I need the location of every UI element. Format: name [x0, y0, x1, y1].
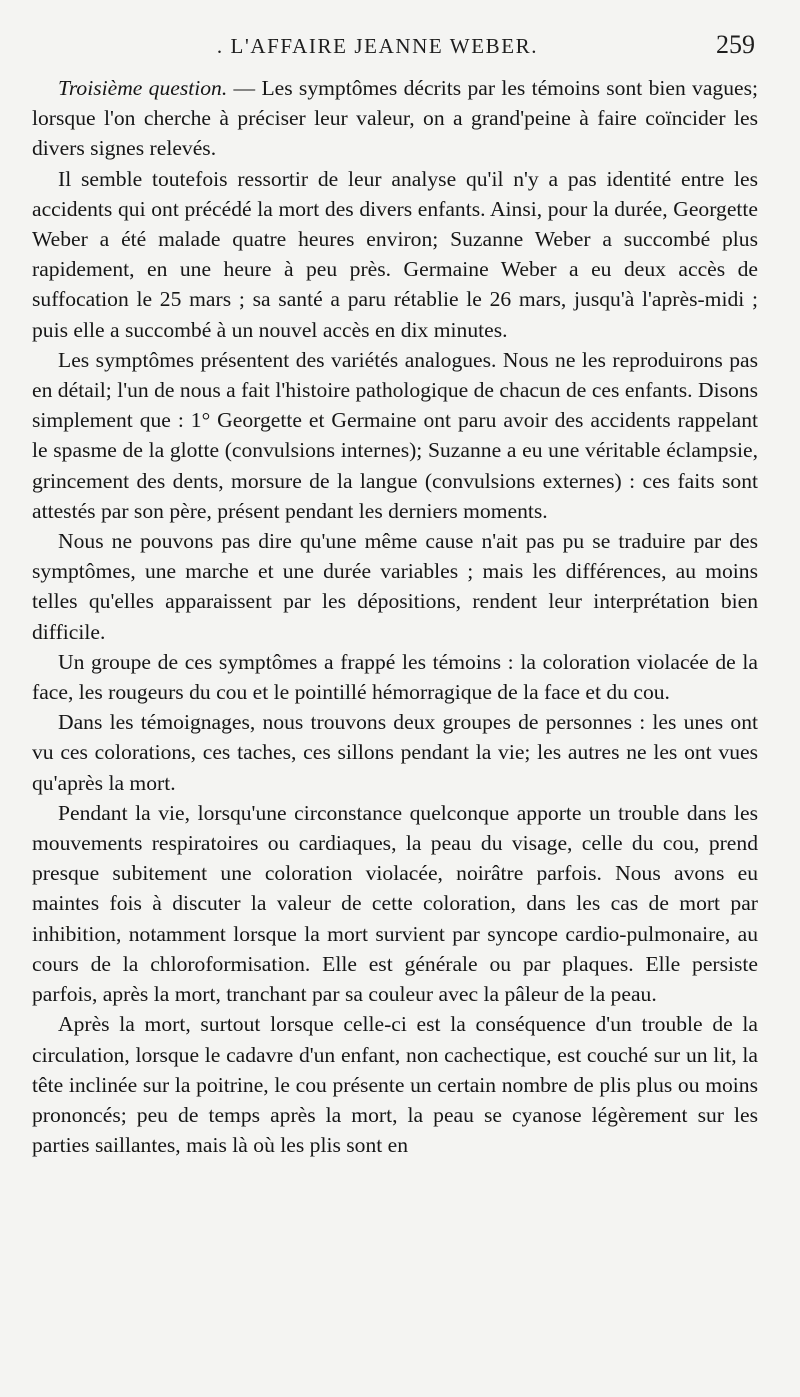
running-head: [40, 30, 755, 64]
paragraph-1-text: — Les symptômes décrits par les témoins sont bien vagues; lorsque l'on cherche à préciser leur valeur, on a grand'peine à faire coïncider les divers signes relevés.: [32, 76, 759, 161]
paragraph-3: Les symptômes présentent des variétés analogues. Nous ne les reproduirons pas en détail; l'un de nous a fait l'histoire pathologique de chacun de ces enfants. Disons simplement que : 1° Georgette et Germaine ont paru avoir des accidents rappelant le spasme de la glotte (convulsions internes); Suzanne a eu une véritable éclampsie, grincement des dents, morsure de la langue (convulsions externes) : ces faits sont attestés par son père, présent pendant les derniers moments.: [32, 347, 758, 523]
question-heading: Troisième question.: [58, 76, 228, 100]
paragraph-2: Il semble toutefois ressortir de leur analyse qu'il n'y a pas identité entre les accidents qui ont précédé la mort des divers enfants. Ainsi, pour la durée, Georgette Weber a été malade quatre heures environ; Suzanne Weber a succombé plus rapidement, en une heure à peu près. Germaine Weber a eu deux accès de suffocation le 25 mars ; sa santé a paru rétablie le 26 mars, jusqu'à l'après-midi ; puis elle a succombé à un nouvel accès en dix minutes.: [32, 166, 758, 342]
paragraph-1: [32, 73, 758, 164]
running-title: . L'AFFAIRE JEANNE WEBER.: [216, 34, 539, 58]
paragraph-5: Un groupe de ces symptômes a frappé les témoins : la coloration violacée de la face, les rougeurs du cou et le pointillé hémorragique de la face et du cou.: [32, 649, 758, 705]
paragraph-4: Nous ne pouvons pas dire qu'une même cause n'ait pas pu se traduire par des symptômes, une marche et une durée variables ; mais les différences, au moins telles qu'elles apparaissent par les dépositions, rendent leur interprétation bien difficile.: [32, 529, 758, 644]
paragraph-6: Dans les témoignages, nous trouvons deux groupes de personnes : les unes ont vu ces colorations, ces taches, ces sillons pendant la vie; les autres ne les ont vues qu'après la mort.: [32, 710, 758, 795]
paragraph-8: Après la mort, surtout lorsque celle-ci est la conséquence d'un trouble de la circulation, lorsque le cadavre d'un enfant, non cachectique, est couché sur un lit, la tête inclinée sur la poitrine, le cou présente un certain nombre de plis plus ou moins prononcés; peu de temps après la mort, la peau se cyanose légèrement sur les parties saillantes, mais là où les plis sont en: [32, 1012, 758, 1158]
body-text: [32, 73, 758, 1160]
paragraph-7: Pendant la vie, lorsqu'une circonstance quelconque apporte un trouble dans les mouvements respiratoires ou cardiaques, la peau du visage, celle du cou, prend presque subitement une coloration violacée, noirâtre parfois. Nous avons eu maintes fois à discuter la valeur de cette coloration, dans les cas de mort par inhibition, notamment lorsque la mort survient par syncope cardio-pulmonaire, au cours de la chloroformisation. Elle est générale ou par plaques. Elle persiste parfois, après la mort, tranchant par sa couleur avec la pâleur de la peau.: [32, 800, 758, 1007]
page-number: 259: [716, 30, 755, 59]
